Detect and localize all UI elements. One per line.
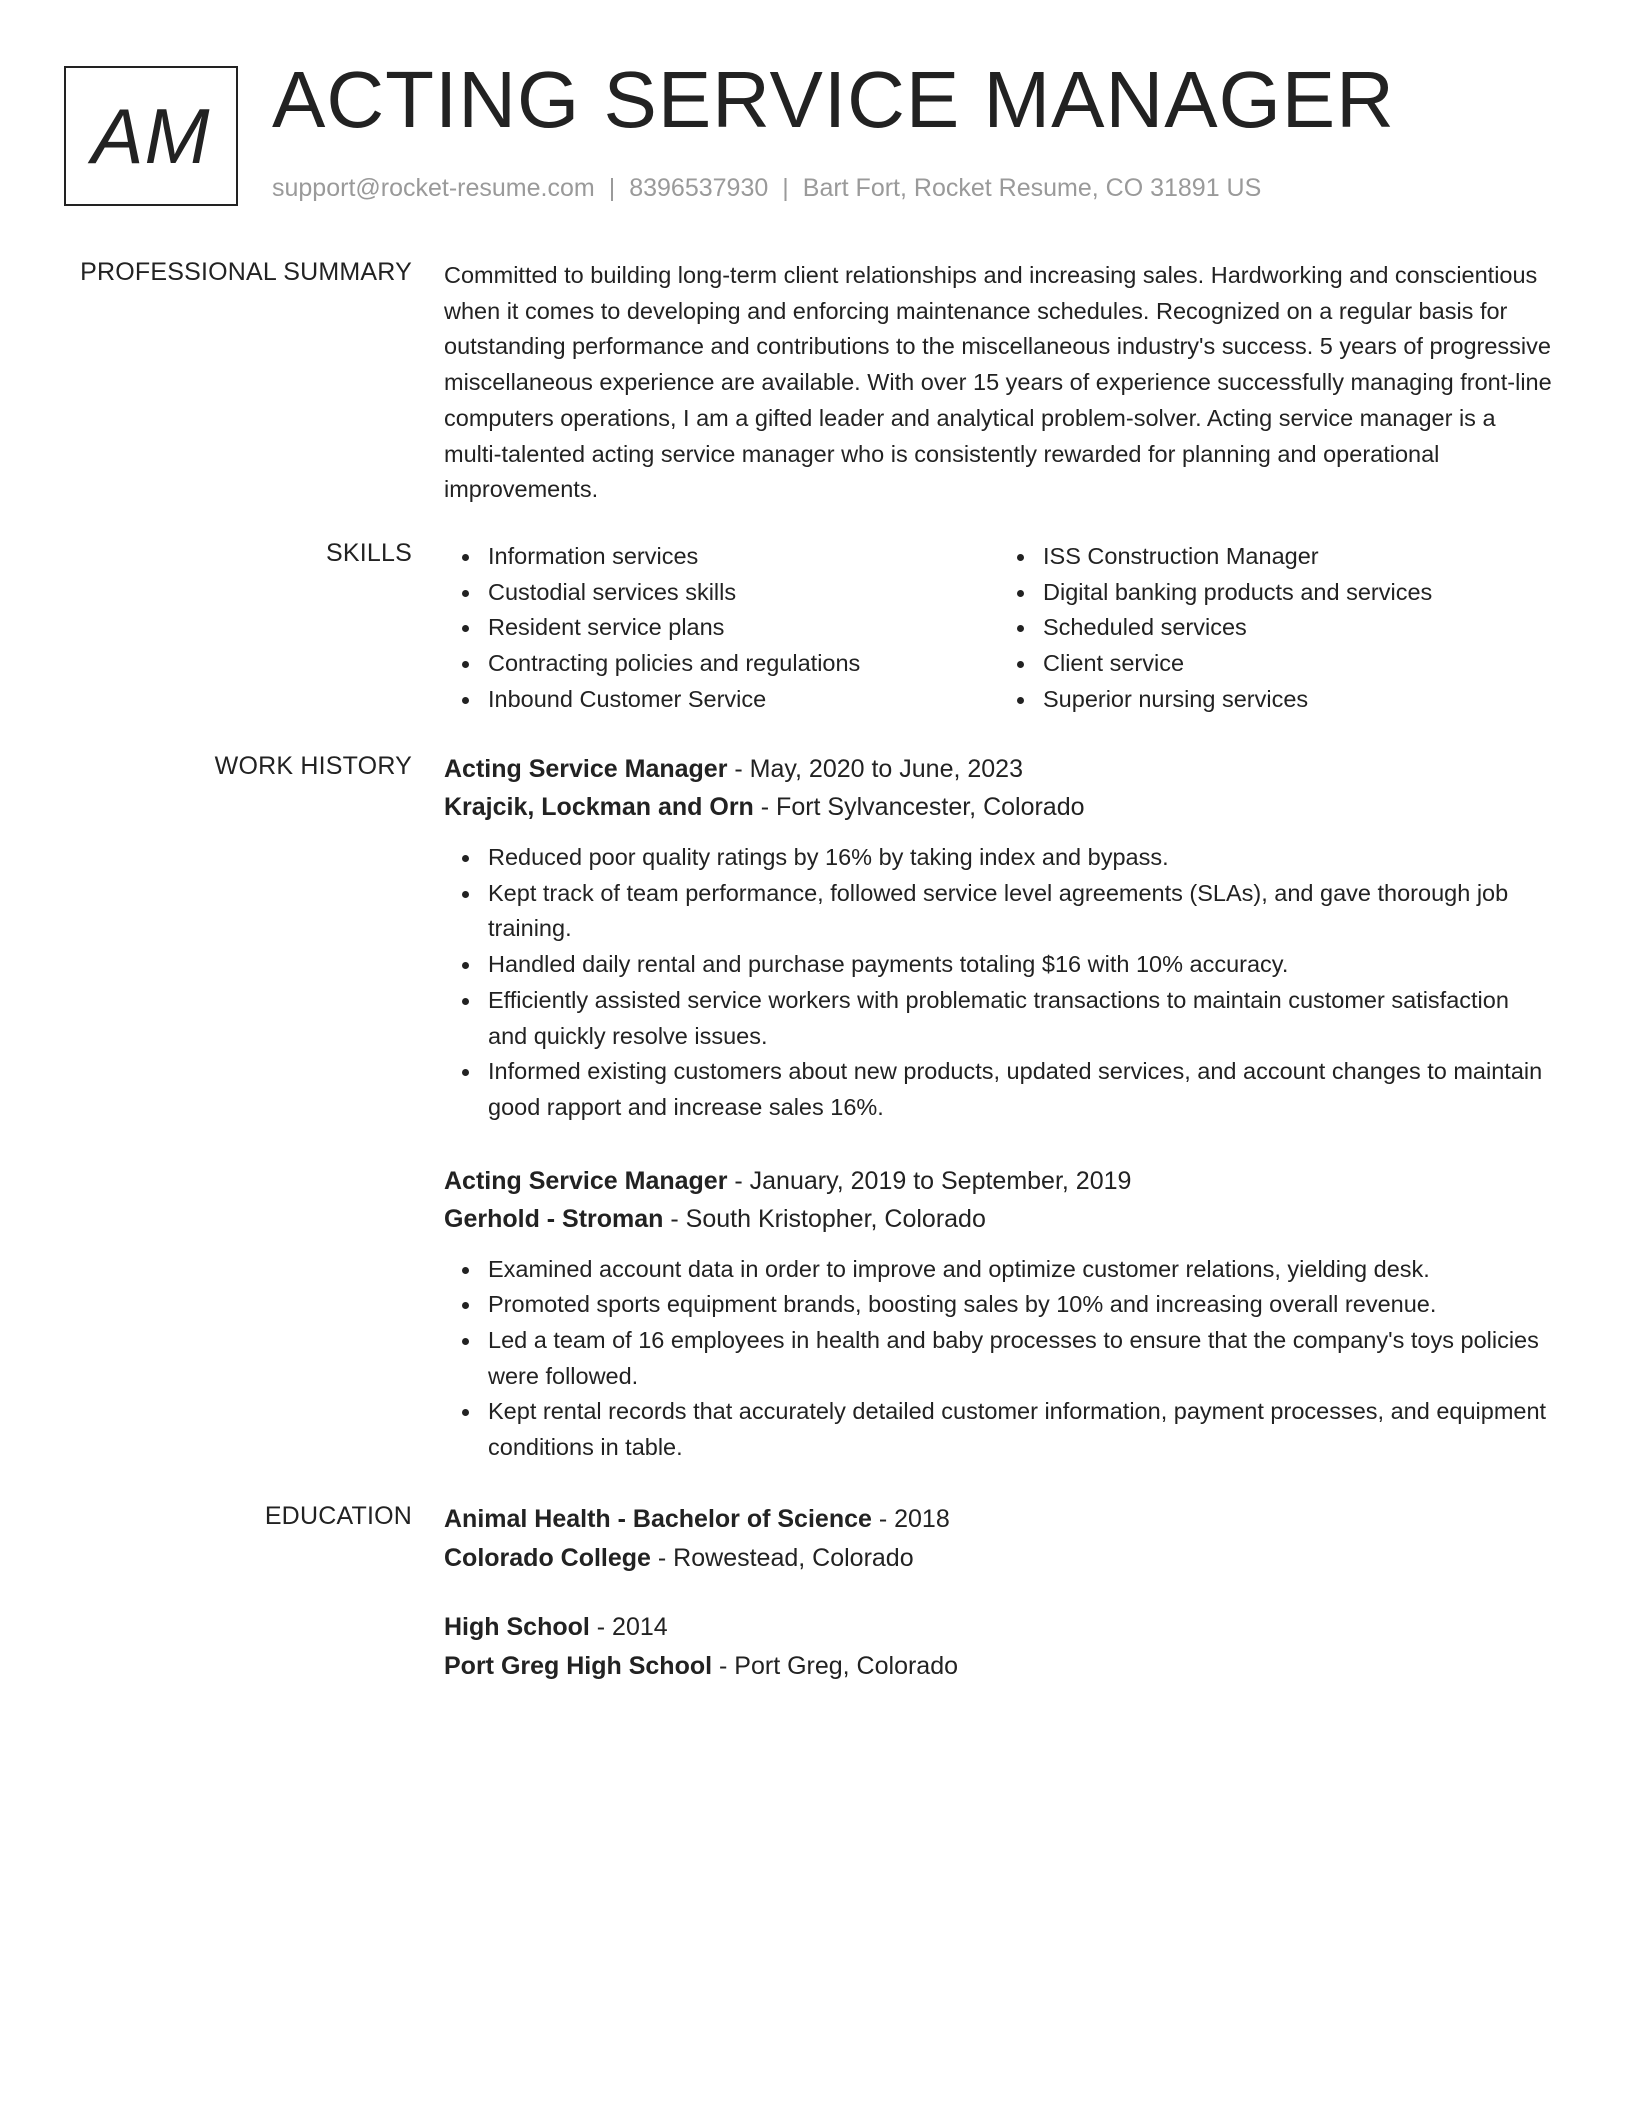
contact-phone[interactable]: 8396537930 — [629, 174, 769, 202]
skill-item: ISS Construction Manager — [1043, 539, 1554, 575]
education-entry — [444, 1500, 1554, 1578]
contact-line — [272, 174, 1261, 203]
summary-body — [444, 258, 1554, 508]
skills-grid — [444, 539, 1554, 718]
education-degree: High School — [444, 1613, 590, 1641]
skills-column-right — [999, 539, 1554, 718]
education-year: - 2014 — [589, 1613, 668, 1641]
contact-separator: | — [782, 174, 789, 202]
contact-address: Bart Fort, Rocket Resume, CO 31891 US — [802, 174, 1262, 202]
skill-item: Inbound Customer Service — [488, 682, 999, 718]
education-school: Port Greg High School — [444, 1652, 713, 1680]
job-company: Gerhold - Stroman — [444, 1204, 664, 1233]
job-bullet: Informed existing customers about new products, updated services, and account changes to maintain good rapport and increase sales 16%. — [488, 1054, 1554, 1125]
contact-separator: | — [608, 174, 616, 202]
job-company: Krajcik, Lockman and Orn — [444, 793, 754, 821]
skill-item: Custodial services skills — [488, 575, 999, 611]
contact-email[interactable]: support@rocket-resume.com — [272, 174, 595, 202]
job-entry — [444, 1162, 1554, 1466]
job-entry — [444, 750, 1554, 1126]
education-school-line — [444, 1539, 1554, 1578]
skill-item: Superior nursing services — [1043, 682, 1554, 718]
job-bullets — [444, 1252, 1554, 1466]
summary-text: Committed to building long-term client relationships and increasing sales. Hardworking and conscientious when it comes to developing and enforcing maintenance schedules. Recognized on a regular basis for outstanding performance and contributions to the miscellaneous industry's success. 5 years of progressive miscellaneous experience are available. With over 15 years of experience successfully managing front-line computers operations, I am a gifted leader and analytical problem-solver. Acting service manager is a multi-talented acting service manager who is consistently rewarded for planning and operational improvements. — [444, 262, 1552, 503]
job-bullet: Efficiently assisted service workers with problematic transactions to maintain customer satisfaction and quickly resolve issues. — [488, 983, 1554, 1054]
job-dates: - January, 2019 to September, 2019 — [727, 1166, 1132, 1195]
skills-body — [444, 539, 1554, 718]
education-location: - Port Greg, Colorado — [712, 1652, 959, 1680]
job-bullet: Promoted sports equipment brands, boosting sales by 10% and increasing overall revenue. — [488, 1287, 1554, 1323]
job-location: - Fort Sylvancester, Colorado — [753, 793, 1085, 821]
education-degree: Animal Health - Bachelor of Science — [444, 1505, 872, 1533]
job-title: Acting Service Manager — [444, 755, 728, 783]
job-title-line — [444, 1162, 1554, 1200]
job-bullet: Reduced poor quality ratings by 16% by taking index and bypass. — [488, 840, 1554, 876]
skills-column-left — [444, 539, 999, 718]
work-body — [444, 750, 1554, 1484]
education-degree-line — [444, 1500, 1554, 1539]
skill-item: Information services — [488, 539, 999, 575]
job-company-line — [444, 1200, 1554, 1238]
job-title-line — [444, 750, 1554, 788]
job-dates: - May, 2020 to June, 2023 — [727, 755, 1023, 783]
education-degree-line — [444, 1608, 1554, 1647]
job-bullets — [444, 840, 1554, 1126]
education-location: - Rowestead, Colorado — [650, 1544, 914, 1572]
education-body — [444, 1500, 1554, 1716]
skill-item: Digital banking products and services — [1043, 575, 1554, 611]
job-bullet: Kept track of team performance, followed service level agreements (SLAs), and gave thorough job training. — [488, 876, 1554, 947]
education-school: Colorado College — [444, 1544, 651, 1572]
work-heading: WORK HISTORY — [214, 752, 412, 780]
skill-item: Resident service plans — [488, 610, 999, 646]
education-heading: EDUCATION — [264, 1502, 412, 1530]
monogram-logo: AM — [64, 66, 238, 206]
job-company-line — [444, 788, 1554, 826]
job-bullet: Handled daily rental and purchase payments totaling $16 with 10% accuracy. — [488, 947, 1554, 983]
skills-heading: SKILLS — [326, 539, 412, 567]
job-title: Acting Service Manager — [444, 1166, 728, 1195]
job-bullet: Led a team of 16 employees in health and baby processes to ensure that the company's toys policies were followed. — [488, 1323, 1554, 1394]
job-location: - South Kristopher, Colorado — [663, 1204, 986, 1233]
education-school-line — [444, 1647, 1554, 1686]
skill-item: Contracting policies and regulations — [488, 646, 999, 682]
education-year: - 2018 — [871, 1505, 950, 1533]
education-entry — [444, 1608, 1554, 1686]
job-bullet: Examined account data in order to improve and optimize customer relations, yielding desk. — [488, 1252, 1554, 1288]
skill-item: Scheduled services — [1043, 610, 1554, 646]
summary-heading: PROFESSIONAL SUMMARY — [80, 258, 412, 286]
skill-item: Client service — [1043, 646, 1554, 682]
job-bullet: Kept rental records that accurately detailed customer information, payment processes, and equipment conditions in table. — [488, 1394, 1554, 1465]
resume-title: ACTING SERVICE MANAGER — [272, 55, 1395, 144]
